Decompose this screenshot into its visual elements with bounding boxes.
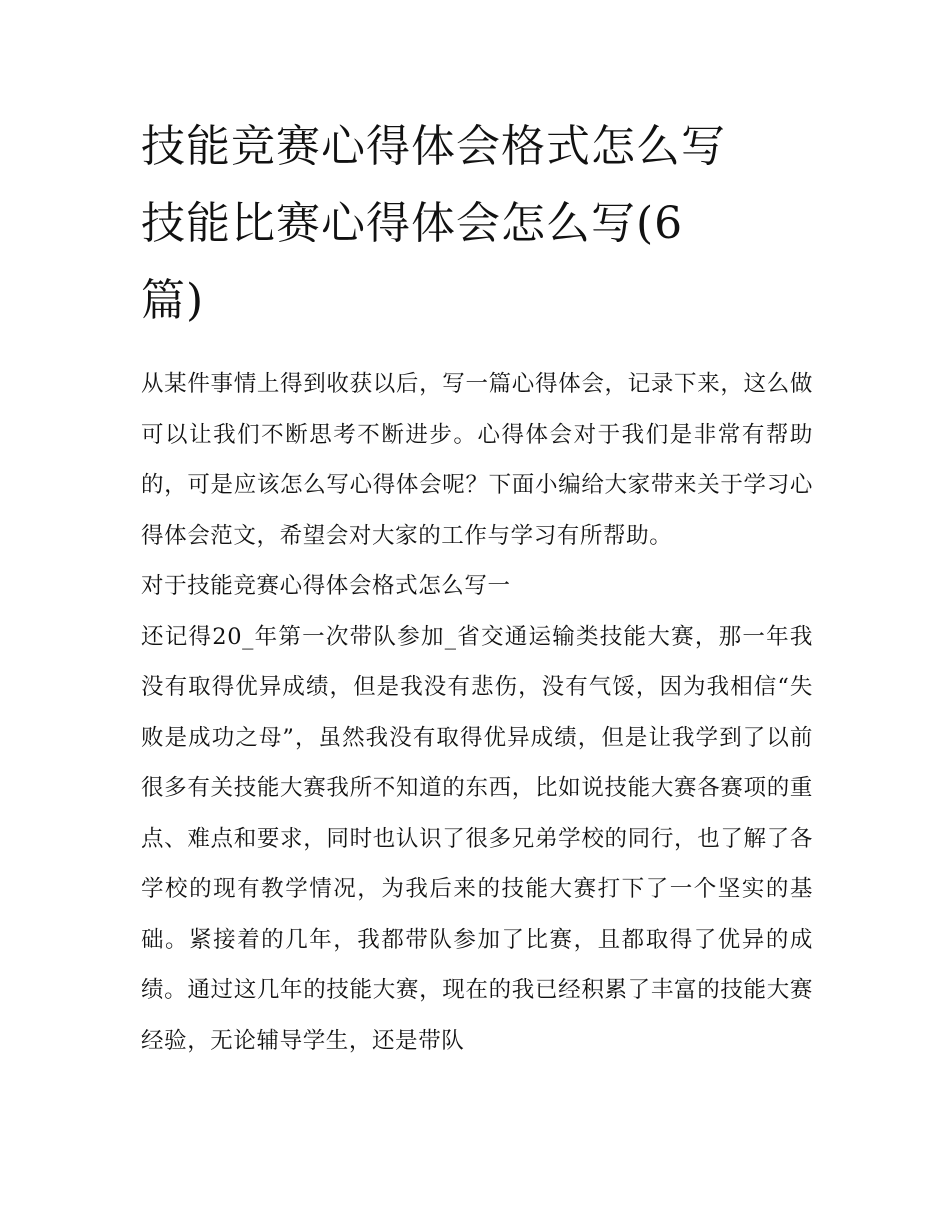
document-title [141,108,813,339]
title-line: 篇) [141,275,205,326]
title-line: 技能竞赛心得体会格式怎么写 [141,121,726,172]
section-heading: 对于技能竞赛心得体会格式怎么写一 [141,573,511,599]
document-content [141,108,813,1066]
title-line: 技能比赛心得体会怎么写(6 [141,198,684,249]
intro-paragraph: 从某件事情上得到收获以后，写一篇心得体会，记录下来，这么做可以让我们不断思考不断进步。心得体会对于我们是非常有帮助的，可是应该怎么写心得体会呢？下面小编给大家带来关于学习心得体会范文，希望会对大家的工作与学习有所帮助。 [141,371,813,549]
section-paragraph: 还记得20_年第一次带队参加_省交通运输类技能大赛，那一年我没有取得优异成绩，但是我没有悲伤，没有气馁，因为我相信“失败是成功之母”，虽然我没有取得优异成绩，但是让我学到了以前很多有关技能大赛我所不知道的东西，比如说技能大赛各赛项的重点、难点和要求，同时也认识了很多兄弟学校的同行，也了解了各学校的现有教学情况，为我后来的技能大赛打下了一个坚实的基础。紧接着的几年，我都带队参加了比赛，且都取得了优异的成绩。通过这几年的技能大赛，现在的我已经积累了丰富的技能大赛经验，无论辅导学生，还是带队 [141,623,813,1054]
